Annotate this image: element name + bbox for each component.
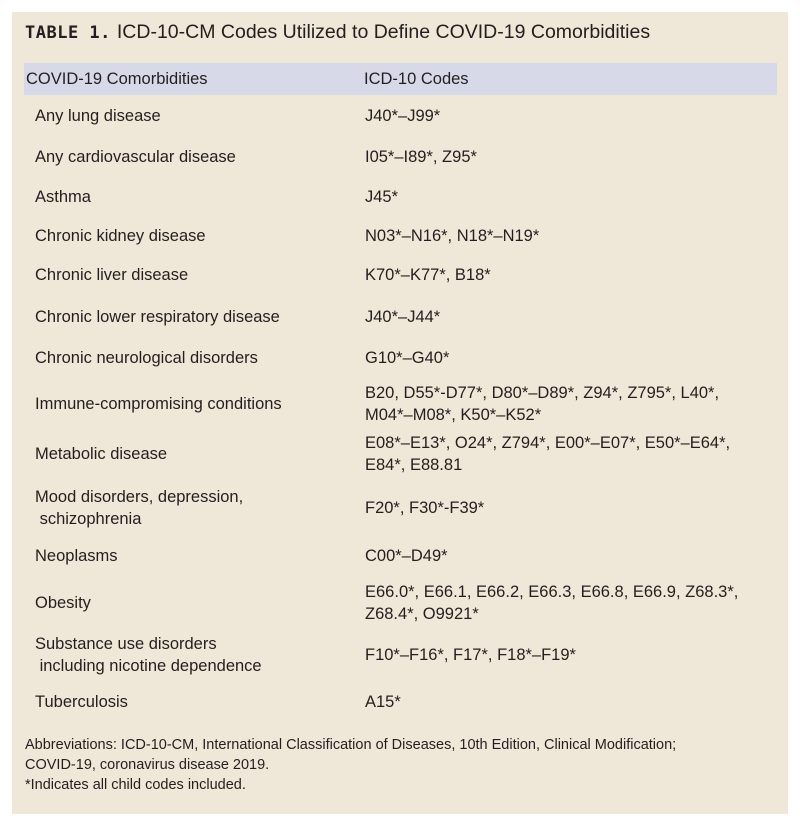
footnote-abbreviations-cont: COVID-19, coronavirus disease 2019.: [25, 757, 270, 773]
comorbidity-text: Any cardiovascular disease: [35, 148, 236, 166]
comorbidity-cell: [35, 691, 128, 713]
codes-text: J40*–J99*: [365, 107, 441, 125]
codes-cell: [365, 581, 738, 625]
comorbidity-text: Chronic kidney disease: [35, 227, 206, 245]
comorbidity-text: Tuberculosis: [35, 693, 128, 711]
comorbidity-text: Chronic liver disease: [35, 266, 189, 284]
comorbidity-text: Chronic lower respiratory disease: [35, 308, 280, 326]
codes-text: C00*–D49*: [365, 547, 448, 565]
codes-text: B20, D55*-D77*, D80*–D89*, Z94*, Z795*, L40*,: [365, 384, 720, 402]
table-row: [12, 581, 788, 625]
table-row: [12, 306, 788, 328]
comorbidity-text: Metabolic disease: [35, 445, 168, 463]
table-row: [12, 382, 788, 426]
table-footnotes: [25, 735, 775, 795]
footnote-asterisk: *Indicates all child codes included.: [25, 777, 246, 793]
codes-cell: [365, 225, 539, 247]
table-row: [12, 105, 788, 127]
table-row: [12, 633, 788, 677]
codes-text: Z68.4*, O9921*: [365, 605, 479, 623]
table-row: [12, 225, 788, 247]
codes-cell: [365, 105, 440, 127]
comorbidity-text: Immune-compromising conditions: [35, 395, 282, 413]
table-row: [12, 486, 788, 530]
table-row: [12, 264, 788, 286]
table-row: [12, 146, 788, 168]
codes-text: J45*: [365, 188, 399, 206]
codes-text: J40*–J44*: [365, 308, 441, 326]
comorbidity-cell: [35, 264, 188, 286]
comorbidity-cell: [35, 486, 243, 530]
table-header: [24, 63, 777, 95]
footnote-abbreviations: Abbreviations: ICD-10-CM, International Classification of Diseases, 10th Edition, Clinical Modification;: [25, 737, 677, 753]
comorbidity-cell: [35, 545, 118, 567]
codes-cell: [365, 264, 491, 286]
codes-cell: [365, 382, 719, 426]
comorbidity-text: including nicotine dependence: [35, 657, 262, 675]
comorbidity-text: schizophrenia: [35, 510, 142, 528]
comorbidity-cell: [35, 306, 280, 328]
table-row: [12, 186, 788, 208]
comorbidity-cell: [35, 443, 167, 465]
comorbidity-text: Mood disorders, depression,: [35, 488, 244, 506]
comorbidity-cell: [35, 592, 91, 614]
codes-text: I05*–I89*, Z95*: [365, 148, 477, 166]
comorbidity-text: Obesity: [35, 594, 91, 612]
comorbidity-cell: [35, 633, 262, 677]
table-title-text: ICD-10-CM Codes Utilized to Define COVID-19 Comorbidities: [116, 21, 651, 43]
comorbidity-text: Asthma: [35, 188, 91, 206]
codes-text: N03*–N16*, N18*–N19*: [365, 227, 540, 245]
codes-text: M04*–M08*, K50*–K52*: [365, 406, 542, 424]
codes-text: E08*–E13*, O24*, Z794*, E00*–E07*, E50*–E64*,: [365, 434, 731, 452]
codes-cell: [365, 146, 477, 168]
table-row: [12, 432, 788, 476]
codes-cell: [365, 186, 398, 208]
codes-text: E84*, E88.81: [365, 456, 463, 474]
comorbidity-cell: [35, 105, 161, 127]
comorbidity-cell: [35, 347, 258, 369]
column-header-comorbidities: COVID-19 Comorbidities: [26, 70, 208, 88]
codes-cell: [365, 644, 576, 666]
table-label: TABLE 1.: [25, 23, 111, 43]
table-row: [12, 545, 788, 567]
table-title: [25, 21, 650, 44]
codes-text: A15*: [365, 693, 401, 711]
column-header-codes: ICD-10 Codes: [364, 70, 469, 88]
codes-cell: [365, 691, 401, 713]
codes-cell: [365, 497, 484, 519]
comorbidity-cell: [35, 186, 91, 208]
codes-cell: [365, 347, 449, 369]
comorbidity-text: Neoplasms: [35, 547, 118, 565]
comorbidity-cell: [35, 146, 236, 168]
codes-text: K70*–K77*, B18*: [365, 266, 491, 284]
table-row: [12, 691, 788, 713]
comorbidity-cell: [35, 225, 206, 247]
comorbidity-text: Any lung disease: [35, 107, 161, 125]
codes-cell: [365, 306, 440, 328]
codes-text: E66.0*, E66.1, E66.2, E66.3, E66.8, E66.9, Z68.3*,: [365, 583, 739, 601]
comorbidity-cell: [35, 393, 282, 415]
codes-text: F20*, F30*-F39*: [365, 499, 485, 517]
comorbidity-text: Chronic neurological disorders: [35, 349, 258, 367]
codes-cell: [365, 432, 730, 476]
comorbidity-text: Substance use disorders: [35, 635, 217, 653]
table-panel: [12, 12, 788, 814]
codes-cell: [365, 545, 448, 567]
codes-text: F10*–F16*, F17*, F18*–F19*: [365, 646, 576, 664]
codes-text: G10*–G40*: [365, 349, 450, 367]
table-row: [12, 347, 788, 369]
